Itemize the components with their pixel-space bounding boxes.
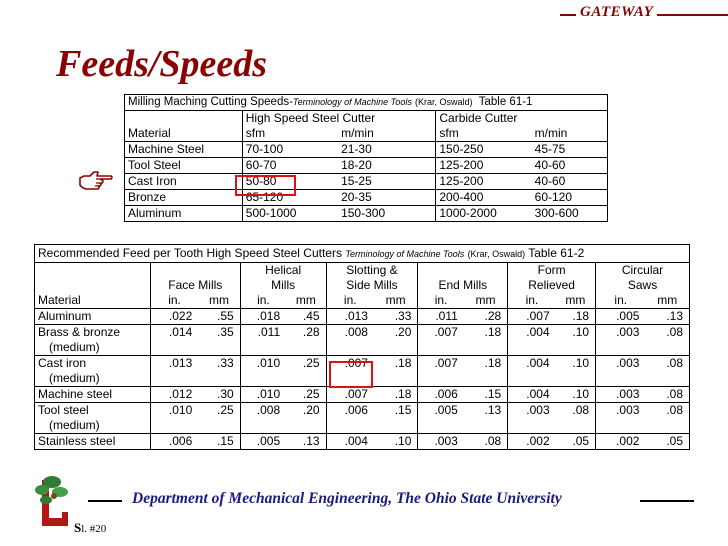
cell-feed-value: .010 <box>240 356 286 372</box>
highlight-cast-iron-feed <box>329 361 373 388</box>
unit-inches: in. <box>418 293 464 309</box>
caption-italic: Terminology of Machine Tools <box>292 97 412 107</box>
cell-feed-value: .33 <box>374 309 418 325</box>
group-carbide: Carbide Cutter <box>436 111 608 127</box>
cell-feed-value: .08 <box>645 403 689 419</box>
cell-hss-mmin: 18-20 <box>338 158 436 174</box>
cell-feed-value: .011 <box>418 309 464 325</box>
cell-carbide-sfm: 125-200 <box>436 174 532 190</box>
cell-feed-value: .007 <box>326 356 374 372</box>
page-title: Feeds/Speeds <box>56 43 268 85</box>
cell-material: Stainless steel <box>35 434 151 450</box>
cell-feed-value: .014 <box>150 325 198 341</box>
cell-feed-value: .013 <box>150 356 198 372</box>
footer-rule-left <box>88 500 122 502</box>
group-helical-top: Helical <box>240 263 326 279</box>
cell-feed-value: .08 <box>464 434 508 450</box>
cell-feed-value: .008 <box>240 403 286 419</box>
col-hss-mmin: m/min <box>341 126 374 140</box>
cell-feed-value: .08 <box>645 387 689 403</box>
cell-hss-sfm: 50-80 <box>242 174 338 190</box>
cutting-speed-row <box>125 158 608 174</box>
col-material: Material <box>38 293 81 307</box>
footer-rule-right <box>640 500 694 502</box>
cell-feed-value: .007 <box>418 356 464 372</box>
unit-millimeters: mm <box>565 293 586 307</box>
cell-feed-value: .20 <box>286 403 326 419</box>
cell-feed-value: .006 <box>418 387 464 403</box>
cell-feed-value: .18 <box>374 356 418 372</box>
cell-feed-value: .18 <box>464 325 508 341</box>
cell-hss-mmin: 150-300 <box>338 206 436 222</box>
unit-inches: in. <box>326 293 374 309</box>
cell-feed-value: .006 <box>150 434 198 450</box>
cell-feed-value: .08 <box>556 403 596 419</box>
group-hss: High Speed Steel Cutter <box>242 111 436 127</box>
cell-feed-value: .05 <box>645 434 689 450</box>
cell-feed-value: .10 <box>556 356 596 372</box>
cell-feed-value: .022 <box>150 309 198 325</box>
cell-feed-value: .08 <box>645 356 689 372</box>
cell-feed-value: .13 <box>286 434 326 450</box>
cell-hss-mmin: 20-35 <box>338 190 436 206</box>
cell-carbide-mmin: 40-60 <box>532 158 608 174</box>
cell-feed-value: .007 <box>508 309 556 325</box>
feed-row-continuation <box>35 340 690 356</box>
cell-hss-mmin: 15-25 <box>338 174 436 190</box>
cell-feed-value: .13 <box>645 309 689 325</box>
cell-hss-sfm: 60-70 <box>242 158 338 174</box>
cutting-speeds-table <box>124 94 608 222</box>
cell-feed-value: .005 <box>240 434 286 450</box>
cell-material-note: (medium) <box>49 371 100 385</box>
pointing-hand-icon <box>78 168 114 194</box>
cell-material: Machine Steel <box>125 142 243 158</box>
cell-carbide-mmin: 60-120 <box>532 190 608 206</box>
cell-feed-value: .30 <box>198 387 240 403</box>
unit-millimeters: mm <box>295 293 316 307</box>
cell-feed-value: .35 <box>198 325 240 341</box>
cell-carbide-mmin: 40-60 <box>532 174 608 190</box>
cell-feed-value: .20 <box>374 325 418 341</box>
cell-carbide-mmin: 300-600 <box>532 206 608 222</box>
cell-material-note: (medium) <box>49 418 100 432</box>
caption-small: (Krar, Oswald) <box>415 97 473 107</box>
feed-per-tooth-table <box>34 244 690 450</box>
cell-feed-value: .010 <box>240 387 286 403</box>
cell-carbide-sfm: 125-200 <box>436 158 532 174</box>
cell-feed-value: .18 <box>374 387 418 403</box>
feed-row <box>35 403 690 419</box>
cell-feed-value: .005 <box>418 403 464 419</box>
cell-material-note: (medium) <box>49 340 100 354</box>
cell-material: Cast iron <box>35 356 151 372</box>
cell-feed-value: .004 <box>326 434 374 450</box>
cell-feed-value: .45 <box>286 309 326 325</box>
cutting-speed-row <box>125 190 608 206</box>
highlight-cast-iron-sfm <box>235 175 296 196</box>
unit-inches: in. <box>150 293 198 309</box>
group-helical-bottom: Mills <box>240 278 326 293</box>
cell-feed-value: .004 <box>508 387 556 403</box>
cell-material: Machine steel <box>35 387 151 403</box>
cell-feed-value: .10 <box>374 434 418 450</box>
cell-feed-value: .011 <box>240 325 286 341</box>
cell-carbide-sfm: 1000-2000 <box>436 206 532 222</box>
cell-feed-value: .13 <box>464 403 508 419</box>
unit-inches: in. <box>240 293 286 309</box>
cell-feed-value: .013 <box>326 309 374 325</box>
col-hss-sfm: sfm <box>242 126 338 142</box>
cell-feed-value: .007 <box>418 325 464 341</box>
cutting-speed-row <box>125 174 608 190</box>
cell-feed-value: .18 <box>464 356 508 372</box>
cell-feed-value: .005 <box>596 309 646 325</box>
feed-row <box>35 309 690 325</box>
cell-carbide-mmin: 45-75 <box>532 142 608 158</box>
cutting-speed-row <box>125 142 608 158</box>
cutting-speed-row <box>125 206 608 222</box>
caption-main: Recommended Feed per Tooth High Speed Steel Cutters <box>38 246 342 260</box>
cell-material: Brass & bronze <box>35 325 151 341</box>
cell-feed-value: .28 <box>464 309 508 325</box>
cell-feed-value: .012 <box>150 387 198 403</box>
unit-inches: in. <box>508 293 556 309</box>
cell-feed-value: .004 <box>508 325 556 341</box>
cell-hss-sfm: 500-1000 <box>242 206 338 222</box>
cell-feed-value: .25 <box>286 356 326 372</box>
group-circular-bottom: Saws <box>596 278 690 293</box>
caption-tag: Table 61-2 <box>528 246 585 260</box>
footer-department: Department of Mechanical Engineering, The Ohio State University <box>132 490 562 507</box>
col-carbide-sfm: sfm <box>436 126 532 142</box>
feed-row <box>35 434 690 450</box>
unit-millimeters: mm <box>385 293 406 307</box>
cell-material: Tool steel <box>35 403 151 419</box>
group-form-top: Form <box>508 263 596 279</box>
cell-feed-value: .10 <box>556 387 596 403</box>
cell-feed-value: .55 <box>198 309 240 325</box>
unit-millimeters: mm <box>475 293 496 307</box>
cell-feed-value: .28 <box>286 325 326 341</box>
feed-row-continuation <box>35 418 690 434</box>
cell-feed-value: .25 <box>286 387 326 403</box>
cell-feed-value: .003 <box>508 403 556 419</box>
feed-table-caption <box>35 245 690 263</box>
cell-material: Aluminum <box>125 206 243 222</box>
cell-hss-sfm: 70-100 <box>242 142 338 158</box>
cell-feed-value: .10 <box>556 325 596 341</box>
group-slotting-top: Slotting & <box>326 263 418 279</box>
cell-material: Cast Iron <box>125 174 243 190</box>
cell-feed-value: .08 <box>645 325 689 341</box>
caption-small: (Krar, Oswald) <box>467 249 526 259</box>
cell-feed-value: .010 <box>150 403 198 419</box>
gateway-brand: GATEWAY <box>576 4 657 21</box>
group-end-mills: End Mills <box>418 278 508 293</box>
cell-feed-value: .33 <box>198 356 240 372</box>
cell-feed-value: .15 <box>464 387 508 403</box>
cell-feed-value: .003 <box>596 356 646 372</box>
cell-feed-value: .002 <box>596 434 646 450</box>
cell-carbide-sfm: 200-400 <box>436 190 532 206</box>
cell-feed-value: .002 <box>508 434 556 450</box>
feed-row <box>35 387 690 403</box>
cell-feed-value: .25 <box>198 403 240 419</box>
group-slotting-bottom: Side Mills <box>326 278 418 293</box>
group-circular-top: Circular <box>596 263 690 279</box>
cell-feed-value: .003 <box>596 387 646 403</box>
cell-hss-mmin: 21-30 <box>338 142 436 158</box>
caption-italic: Terminology of Machine Tools <box>345 249 465 259</box>
cutting-speeds-caption <box>125 95 608 111</box>
cell-feed-value: .18 <box>556 309 596 325</box>
cell-feed-value: .003 <box>418 434 464 450</box>
slide-number: Sl. #20 <box>74 520 107 535</box>
caption-main: Milling Maching Cutting Speeds- <box>128 96 293 108</box>
col-material: Material <box>128 126 171 140</box>
unit-millimeters: mm <box>208 293 229 307</box>
cell-feed-value: .15 <box>198 434 240 450</box>
cell-feed-value: .018 <box>240 309 286 325</box>
cell-material: Aluminum <box>35 309 151 325</box>
caption-tag: Table 61-1 <box>478 96 533 108</box>
cell-feed-value: .05 <box>556 434 596 450</box>
cell-feed-value: .006 <box>326 403 374 419</box>
cell-carbide-sfm: 150-250 <box>436 142 532 158</box>
cell-hss-sfm: 65-120 <box>242 190 338 206</box>
unit-inches: in. <box>596 293 646 309</box>
cell-material: Bronze <box>125 190 243 206</box>
col-carbide-mmin: m/min <box>534 126 568 140</box>
cell-material: Tool Steel <box>125 158 243 174</box>
cell-feed-value: .003 <box>596 403 646 419</box>
group-face-mills: Face Mills <box>150 278 240 293</box>
cell-feed-value: .008 <box>326 325 374 341</box>
unit-millimeters: mm <box>657 293 678 307</box>
cell-feed-value: .15 <box>374 403 418 419</box>
cell-feed-value: .004 <box>508 356 556 372</box>
cell-feed-value: .007 <box>326 387 374 403</box>
cell-feed-value: .003 <box>596 325 646 341</box>
group-form-bottom: Relieved <box>508 278 596 293</box>
feed-row <box>35 325 690 341</box>
